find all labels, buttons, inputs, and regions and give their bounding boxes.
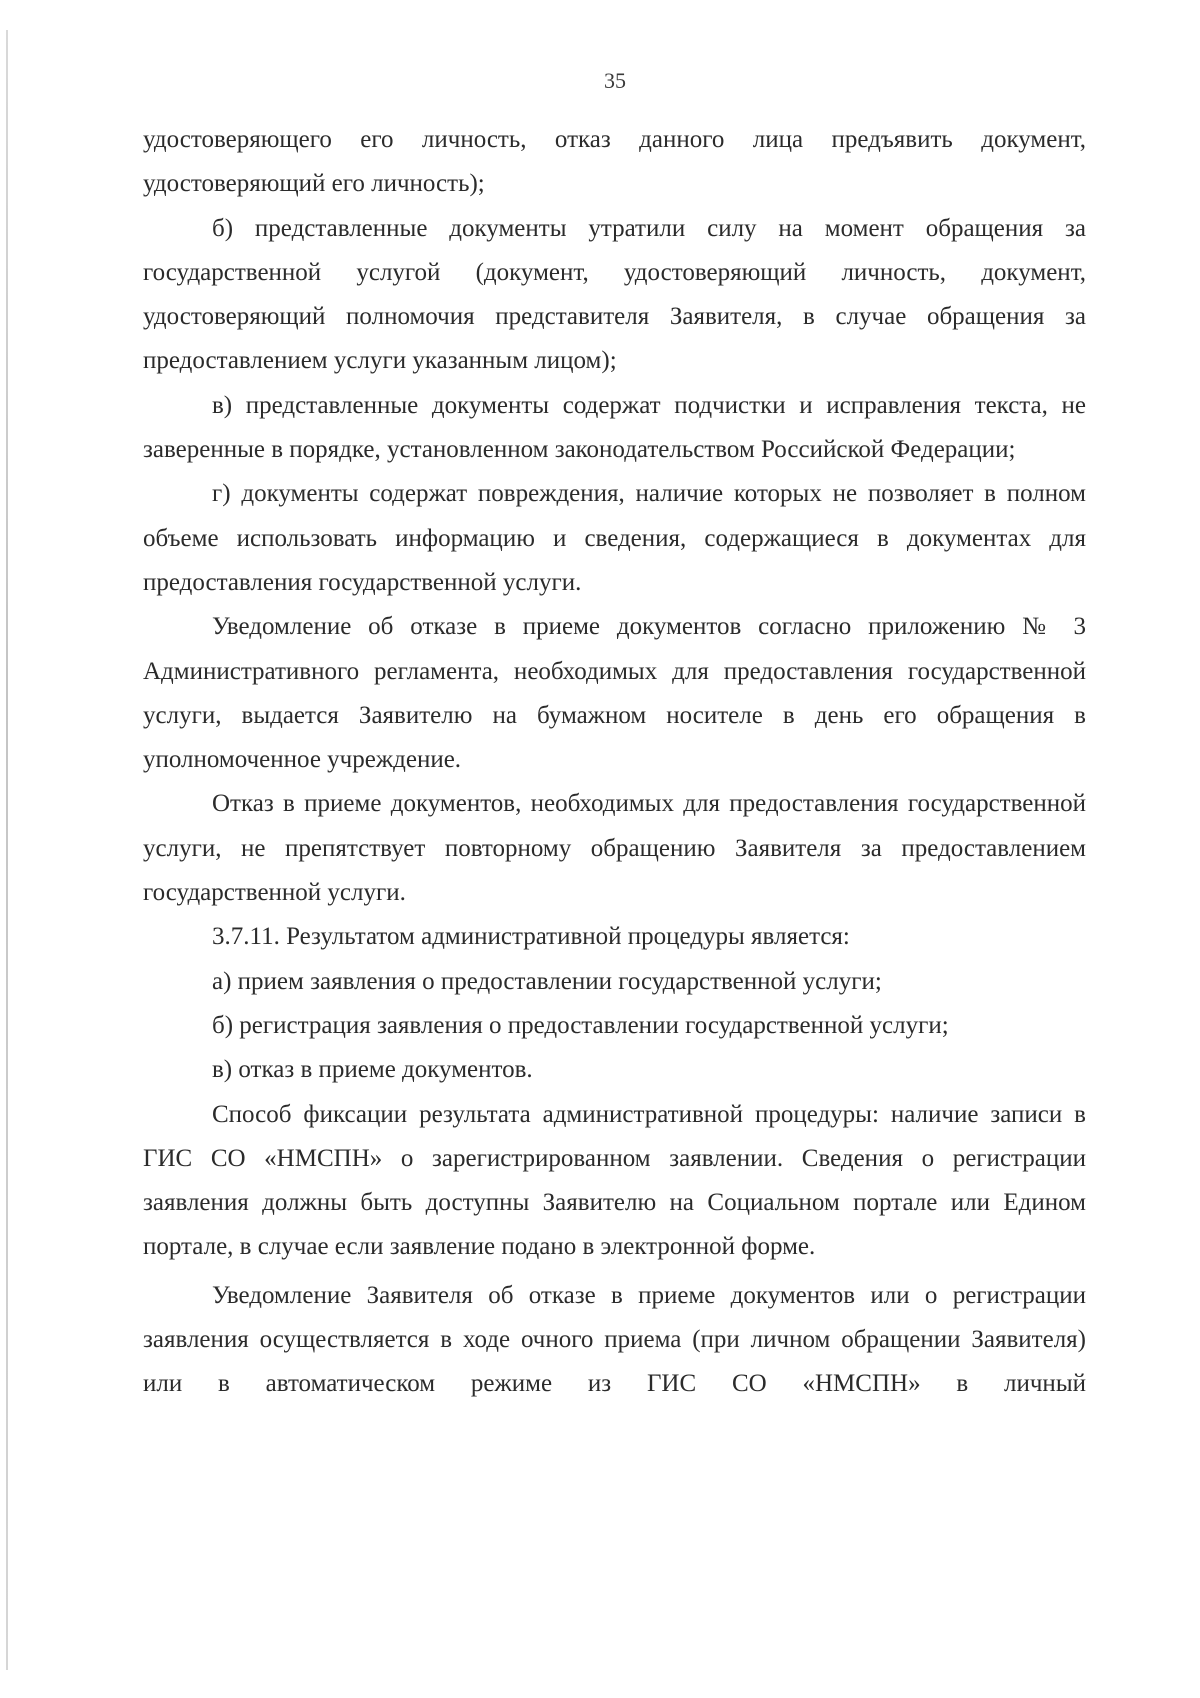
paragraph-continuation: удостоверяющего его личность, отказ данного лица предъявить документ, удостоверяющий его личность);	[143, 126, 1086, 198]
paragraph-refusal-notice: Уведомление об отказе в приеме документов согласно приложению № 3 Административного регламента, необходимых для предоставления государственной услуги, выдается Заявителю на бумажном носителе в день его обращения в уполномоченное учреждение.	[143, 613, 1086, 774]
paragraph-refusal-no-obstacle: Отказ в приеме документов, необходимых для предоставления государственной услуги, не препятствует повторному обращению Заявителя за предоставлением государственной услуги.	[143, 790, 1086, 907]
result-item-v: в) отказ в приеме документов.	[212, 1056, 533, 1084]
paragraph-item-b: б) представленные документы утратили силу на момент обращения за государственной услугой (документ, удостоверяющий личность, документ, удостоверяющий полномочия представителя Заявителя, в случае обращения за предоставлением услуги указанным лицом);	[143, 214, 1086, 375]
paragraph-applicant-notification: Уведомление Заявителя об отказе в приеме документов или о регистрации заявления осуществляется в ходе очного приема (при личном обращении Заявителя) или в автоматическом режиме из ГИС СО «НМСПН» в личный	[143, 1281, 1086, 1398]
page-number: 35	[604, 68, 626, 93]
paragraph-item-g: г) документы содержат повреждения, наличие которых не позволяет в полном объеме использовать информацию и сведения, содержащиеся в документах для предоставления государственной услуги.	[143, 480, 1086, 596]
document-body	[143, 118, 1086, 1407]
paragraph-section-3-7-11: 3.7.11. Результатом административной процедуры является:	[212, 923, 850, 951]
paragraph-fixation-method: Способ фиксации результата административной процедуры: наличие записи в ГИС СО «НМСПН» о зарегистрированном заявлении. Сведения о регистрации заявления должны быть доступны Заявителю на Социальном портале или Едином портале, в случае если заявление подано в электронной форме.	[143, 1100, 1086, 1261]
scan-edge-line	[6, 30, 8, 1670]
paragraph-item-v: в) представленные документы содержат подчистки и исправления текста, не заверенные в порядке, установленном законодательством Российской Федерации;	[143, 391, 1086, 464]
result-item-a: а) прием заявления о предоставлении государственной услуги;	[212, 967, 882, 995]
result-item-b: б) регистрация заявления о предоставлении государственной услуги;	[212, 1011, 949, 1039]
